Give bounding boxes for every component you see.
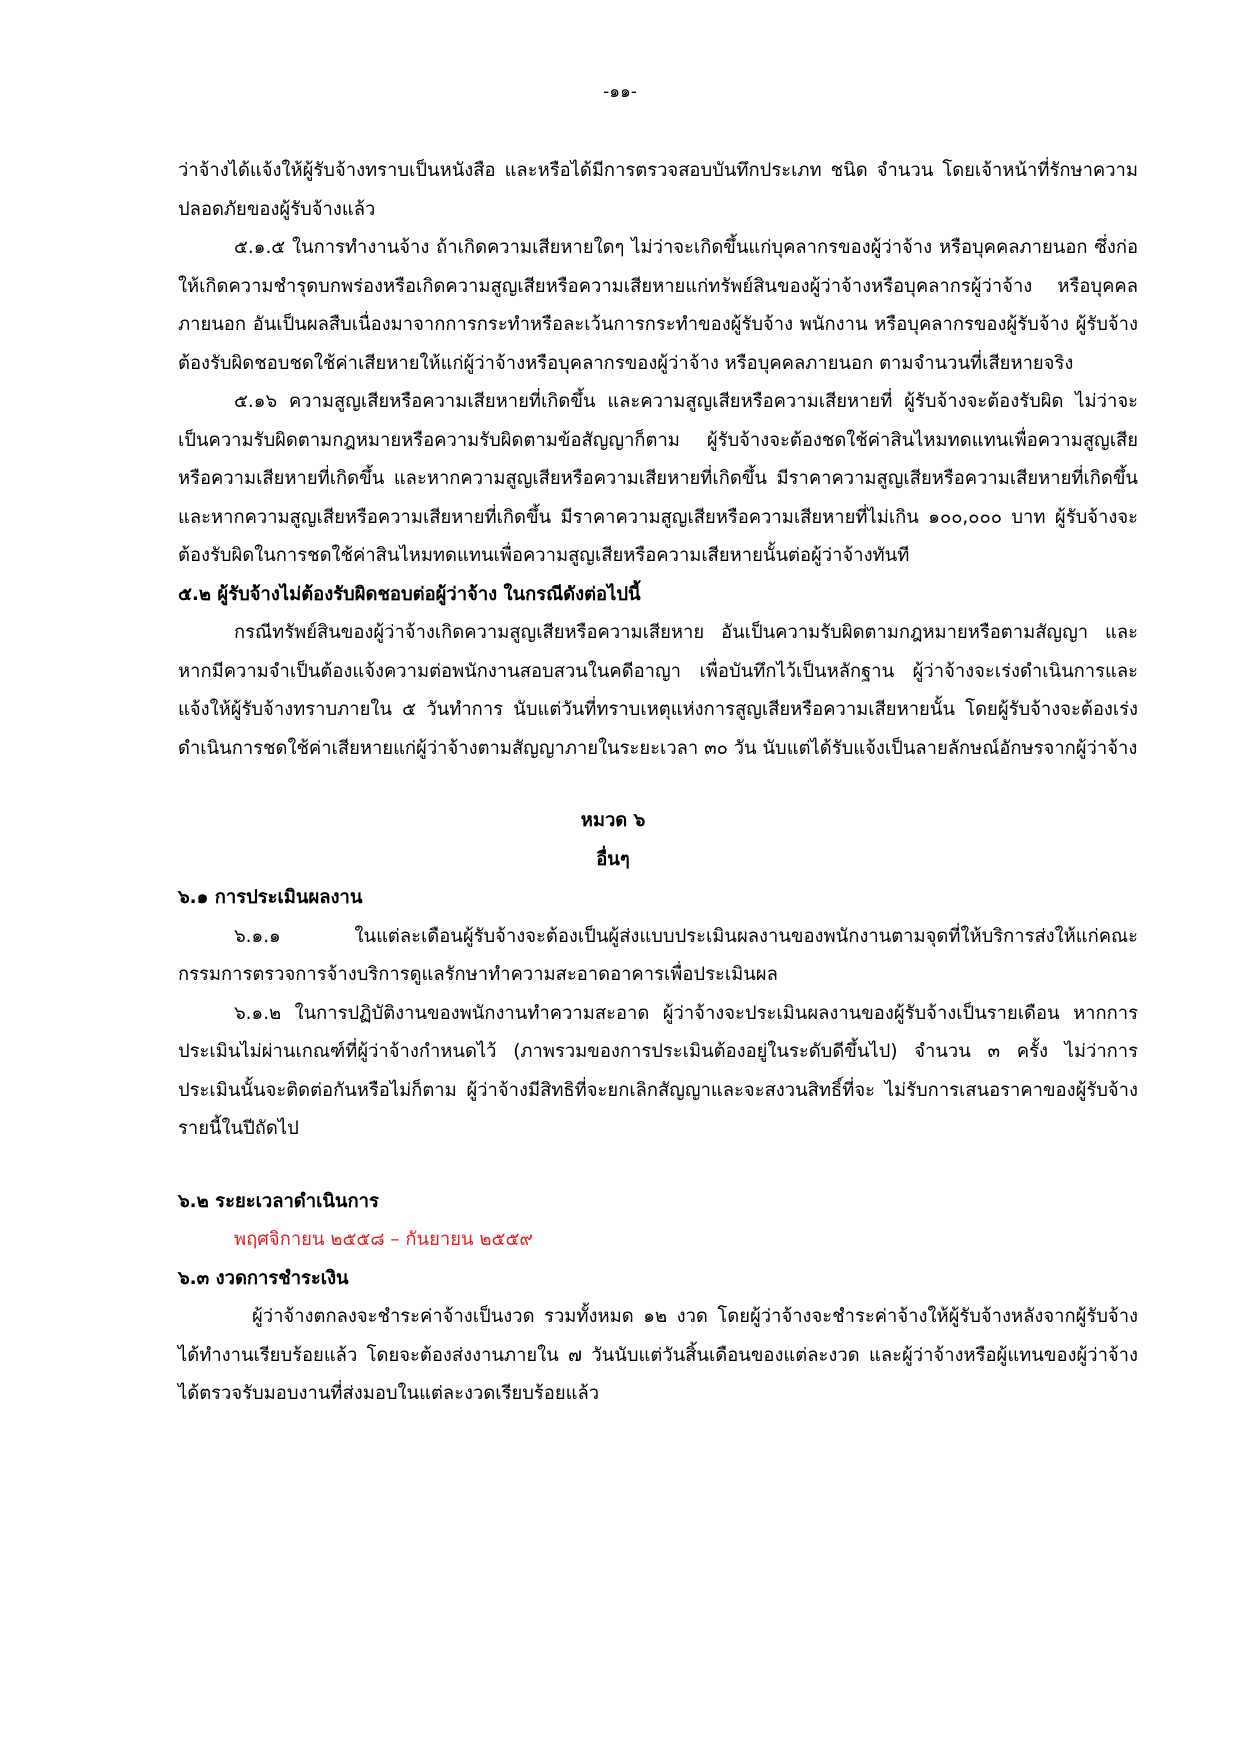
document-body bbox=[178, 152, 1138, 1414]
heading-6-2: ๖.๒ ระยะเวลาดำเนินการ bbox=[178, 1190, 379, 1212]
chapter-heading: หมวด ๖ bbox=[580, 810, 646, 831]
heading-6-3: ๖.๓ งวดการชำระเงิน bbox=[178, 1267, 349, 1289]
heading-6-1: ๖.๑ การประเมินผลงาน bbox=[178, 887, 363, 908]
chapter-title: อื่นๆ bbox=[596, 848, 630, 870]
page-number: -๑๑- bbox=[603, 82, 637, 102]
period-text: พฤศจิกายน ๒๕๕๘ – กันยายน ๒๕๕๙ bbox=[234, 1229, 533, 1250]
continuation-paragraph: ว่าจ้างได้แจ้งให้ผู้รับจ้างทราบเป็นหนังสือ และหรือได้มีการตรวจสอบบันทึกประเภท ชนิด จำนวน โดยเจ้าหน้าที่รักษาความปลอดภัยของผู้รับจ้างแล้ว bbox=[178, 160, 1138, 220]
body-6-3: ผู้ว่าจ้างตกลงจะชำระค่าจ้างเป็นงวด รวมทั้งหมด ๑๒ งวด โดยผู้ว่าจ้างจะชำระค่าจ้างให้ผู้รับจ้างหลังจากผู้รับจ้างได้ทำงานเรียบร้อยแล้ว โดยจะต้องส่งงานภายใน ๗ วันนับแต่วันสิ้นเดือนของแต่ละงวด และผู้ว่าจ้างหรือผู้แทนของผู้ว่าจ้างได้ตรวจรับมอบงานที่ส่งมอบในแต่ละงวดเรียบร้อยแล้ว bbox=[178, 1306, 1138, 1404]
clause-6-1-1: ๖.๑.๑ ในแต่ละเดือนผู้รับจ้างจะต้องเป็นผู้ส่งแบบประเมินผลงานของพนักงานตามจุดที่ให้บริการส่งให้แก่คณะกรรมการตรวจการจ้างบริการดูแลรักษาทำความสะอาดอาคารเพื่อประเมินผล bbox=[178, 925, 1138, 985]
clause-5-1-5: ๕.๑.๕ ในการทำงานจ้าง ถ้าเกิดความเสียหายใดๆ ไม่ว่าจะเกิดขึ้นแก่บุคลากรของผู้ว่าจ้าง หรือบุคคลภายนอก ซึ่งก่อให้เกิดความชำรุดบกพร่องหรือเกิดความสูญเสียหรือความเสียหายแก่ทรัพย์สินของผู้ว่าจ้างหรือบุคลากรผู้ว่าจ้าง หรือบุคคลภายนอก อันเป็นผลสืบเนื่องมาจากการกระทำหรือละเว้นการกระทำของผู้รับจ้าง พนักงาน หรือบุคลากรของผู้รับจ้าง ผู้รับจ้างต้องรับผิดชอบชดใช้ค่าเสียหายให้แก่ผู้ว่าจ้างหรือบุคลากรของผู้ว่าจ้าง หรือบุคคลภายนอก ตามจำนวนที่เสียหายจริง bbox=[178, 237, 1138, 374]
heading-5-2: ๕.๒ ผู้รับจ้างไม่ต้องรับผิดชอบต่อผู้ว่าจ้าง ในกรณีดังต่อไปนี้ bbox=[178, 583, 641, 605]
spacer bbox=[178, 768, 1138, 802]
spacer bbox=[178, 1149, 1138, 1183]
body-5-2: กรณีทรัพย์สินของผู้ว่าจ้างเกิดความสูญเสียหรือความเสียหาย อันเป็นความรับผิดตามกฎหมายหรือตามสัญญา และหากมีความจำเป็นต้องแจ้งความต่อพนักงานสอบสวนในคดีอาญา เพื่อบันทึกไว้เป็นหลักฐาน ผู้ว่าจ้างจะเร่งดำเนินการและแจ้งให้ผู้รับจ้างทราบภายใน ๕ วันทำการ นับแต่วันที่ทราบเหตุแห่งการสูญเสียหรือความเสียหายนั้น โดยผู้รับจ้างจะต้องเร่งดำเนินการชดใช้ค่าเสียหายแก่ผู้ว่าจ้างตามสัญญาภายในระยะเวลา ๓๐ วัน นับแต่ได้รับแจ้งเป็นลายลักษณ์อักษรจากผู้ว่าจ้าง bbox=[178, 622, 1138, 759]
clause-5-16: ๕.๑๖ ความสูญเสียหรือความเสียหายที่เกิดขึ้น และความสูญเสียหรือความเสียหายที่ ผู้รับจ้างจะต้องรับผิด ไม่ว่าจะเป็นความรับผิดตามกฎหมายหรือความรับผิดตามข้อสัญญาก็ตาม ผู้รับจ้างจะต้องชดใช้ค่าสินไหมทดแทนเพื่อความสูญเสีย หรือความเสียหายที่เกิดขึ้น และหากความสูญเสียหรือความเสียหายที่เกิดขึ้น มีราคาความสูญเสียหรือความเสียหายที่เกิดขึ้น และหากความสูญเสียหรือความเสียหายที่เกิดขึ้น มีราคาความสูญเสียหรือความเสียหายที่ไม่เกิน ๑๐๐,๐๐๐ บาท ผู้รับจ้างจะต้องรับผิดในการชดใช้ค่าสินไหมทดแทนเพื่อความสูญเสียหรือความเสียหายนั้นต่อผู้ว่าจ้างทันที bbox=[178, 391, 1138, 566]
clause-6-1-2: ๖.๑.๒ ในการปฏิบัติงานของพนักงานทำความสะอาด ผู้ว่าจ้างจะประเมินผลงานของผู้รับจ้างเป็นรายเดือน หากการประเมินไม่ผ่านเกณฑ์ที่ผู้ว่าจ้างกำหนดไว้ (ภาพรวมของการประเมินต้องอยู่ในระดับดีขึ้นไป) จำนวน ๓ ครั้ง ไม่ว่าการประเมินนั้นจะติดต่อกันหรือไม่ก็ตาม ผู้ว่าจ้างมีสิทธิที่จะยกเลิกสัญญาและจะสงวนสิทธิ์ที่จะ ไม่รับการเสนอราคาของผู้รับจ้างรายนี้ในปีถัดไป bbox=[178, 1002, 1138, 1139]
